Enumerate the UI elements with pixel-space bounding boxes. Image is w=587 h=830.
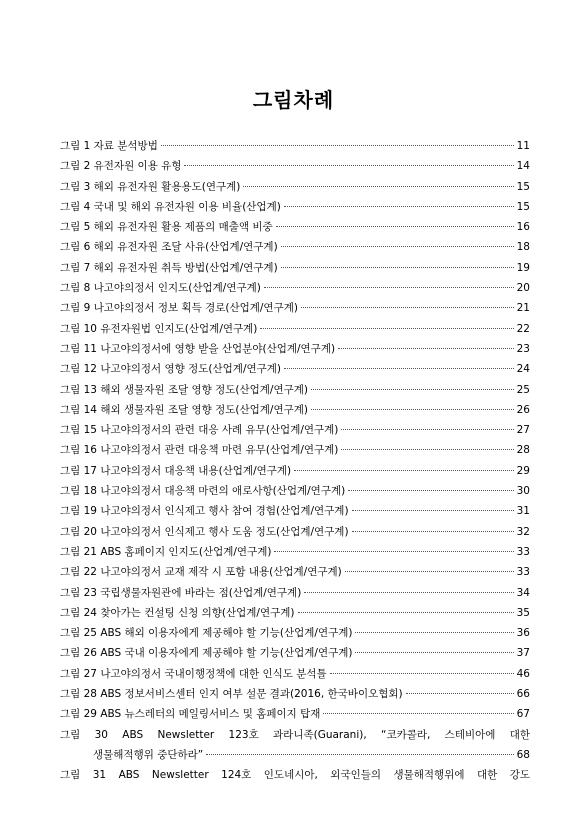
toc-entry-page: 25 [516, 383, 530, 396]
toc-entry[interactable] [60, 522, 530, 542]
toc-entry[interactable] [60, 400, 530, 420]
toc-entry-page: 15 [516, 200, 530, 213]
toc-entry-page: 30 [516, 485, 530, 498]
toc-entry-page: 16 [516, 221, 530, 234]
toc-entry-30-line2: 생물해적행위 중단하라” [93, 748, 204, 761]
toc-entry-page: 66 [516, 688, 530, 701]
dot-leader [345, 571, 514, 572]
toc-entry[interactable] [60, 278, 530, 298]
toc-entry[interactable] [60, 359, 530, 379]
toc-entry-label: 그림 28 ABS 정보서비스센터 인지 여부 설문 결과(2016, 한국바이오협회) [60, 688, 403, 701]
toc-entry[interactable] [60, 501, 530, 521]
dot-leader [304, 592, 513, 593]
dot-leader [301, 307, 514, 308]
toc-entry-page: 24 [516, 363, 530, 376]
toc-entry[interactable] [60, 380, 530, 400]
figure-entries [60, 136, 530, 725]
page-title: 그림차례 [252, 88, 335, 112]
toc-entry-label: 그림 20 나고야의정서 인식제고 행사 도움 정도(산업계/연구계) [60, 525, 349, 538]
dot-leader [338, 348, 514, 349]
toc-entry-label: 그림 14 해외 생물자원 조달 영향 정도(산업계/연구계) [60, 403, 308, 416]
dot-leader [355, 632, 513, 633]
toc-entry-page: 33 [516, 566, 530, 579]
dot-leader [284, 368, 514, 369]
dot-leader [284, 206, 514, 207]
toc-entry[interactable] [60, 623, 530, 643]
dot-leader [281, 246, 514, 247]
toc-entry-page: 15 [516, 180, 530, 193]
dot-leader [311, 389, 514, 390]
toc-entry[interactable] [60, 217, 530, 237]
toc-entry-label: 그림 5 해외 유전자원 활용 제품의 매출액 비중 [60, 221, 273, 234]
dot-leader [341, 429, 513, 430]
toc-entry[interactable] [60, 562, 530, 582]
toc-entry-page: 19 [516, 261, 530, 274]
dot-leader [276, 226, 514, 227]
toc-entry-page: 26 [516, 403, 530, 416]
toc-entry-page: 18 [516, 241, 530, 254]
toc-entry-label: 그림 21 ABS 홈페이지 인지도(산업계/연구계) [60, 545, 272, 558]
toc-entry[interactable] [60, 197, 530, 217]
toc-entry-page: 46 [516, 667, 530, 680]
toc-entry[interactable] [60, 339, 530, 359]
toc-entry-label: 그림 10 유전자원법 인지도(산업계/연구계) [60, 322, 258, 335]
dot-leader [341, 449, 513, 450]
toc-entry-label: 그림 2 유전자원 이용 유형 [60, 160, 182, 173]
dot-leader [260, 328, 513, 329]
dot-leader [348, 490, 513, 491]
toc-entry[interactable] [60, 542, 530, 562]
toc-entry-label: 그림 26 ABS 국내 이용자에게 제공해야 할 기능(산업계/연구계) [60, 647, 353, 660]
toc-entry-label: 그림 23 국립생물자원관에 바라는 점(산업계/연구계) [60, 586, 302, 599]
dot-leader [352, 510, 514, 511]
toc-entry-label: 그림 6 해외 유전자원 조달 사유(산업계/연구계) [60, 241, 278, 254]
toc-entry[interactable] [60, 156, 530, 176]
toc-entry-label: 그림 9 나고야의정서 정보 획득 경로(산업계/연구계) [60, 302, 298, 315]
dot-leader [294, 470, 513, 471]
toc-entry[interactable] [60, 643, 530, 663]
toc-entry[interactable] [60, 440, 530, 460]
toc-entry-page: 27 [516, 424, 530, 437]
toc-entry-page: 67 [516, 708, 530, 721]
toc-entry[interactable] [60, 664, 530, 684]
toc-entry[interactable] [60, 177, 530, 197]
toc-entry[interactable] [60, 258, 530, 278]
toc-entry-page: 14 [516, 160, 530, 173]
toc-entry[interactable] [60, 461, 530, 481]
toc-entry[interactable] [60, 603, 530, 623]
toc-entry-label: 그림 17 나고야의정서 대응책 내용(산업계/연구계) [60, 464, 292, 477]
toc-entry-label: 그림 15 나고야의정서의 관련 대응 사례 유무(산업계/연구계) [60, 424, 339, 437]
toc-entry-page: 31 [516, 505, 530, 518]
toc-entry-label: 그림 19 나고야의정서 인식제고 행사 참여 경험(산업계/연구계) [60, 505, 349, 518]
toc-entry-30-page: 68 [516, 748, 530, 761]
toc-entry-30[interactable] [60, 725, 530, 766]
toc-entry[interactable] [60, 319, 530, 339]
toc-entry-label: 그림 12 나고야의정서 영향 정도(산업계/연구계) [60, 363, 282, 376]
toc-entry-label: 그림 7 해외 유전자원 취득 방법(산업계/연구계) [60, 261, 278, 274]
toc-entry-page: 22 [516, 322, 530, 335]
toc-entry[interactable] [60, 237, 530, 257]
toc-entry[interactable] [60, 481, 530, 501]
toc-entry-31[interactable] [60, 765, 530, 785]
toc-entry-page: 36 [516, 627, 530, 640]
dot-leader [352, 531, 514, 532]
toc-entry-label: 그림 25 ABS 해외 이용자에게 제공해야 할 기능(산업계/연구계) [60, 627, 353, 640]
toc-entry-label: 그림 8 나고야의정서 인지도(산업계/연구계) [60, 282, 261, 295]
figure-list [60, 136, 530, 786]
toc-entry-label: 그림 24 찾아가는 컨설팅 신청 의향(산업계/연구계) [60, 606, 295, 619]
toc-entry[interactable] [60, 684, 530, 704]
toc-entry-label: 그림 22 나고야의정서 교재 제작 시 포함 내용(산업계/연구계) [60, 566, 342, 579]
dot-leader [184, 165, 513, 166]
toc-entry-label: 그림 16 나고야의정서 관련 대응책 마련 유무(산업계/연구계) [60, 444, 339, 457]
toc-entry-page: 33 [516, 545, 530, 558]
toc-entry-page: 23 [516, 342, 530, 355]
dot-leader [355, 652, 513, 653]
toc-entry-label: 그림 4 국내 및 해외 유전자원 이용 비율(산업계) [60, 200, 281, 213]
dot-leader [298, 612, 514, 613]
toc-entry-31-line1: 그림 31 ABS Newsletter 124호 인도네시아, 외국인들의 생물해적행위에 대한 강도 [60, 769, 530, 782]
toc-entry-page: 20 [516, 282, 530, 295]
toc-entry-page: 34 [516, 586, 530, 599]
toc-entry-page: 29 [516, 464, 530, 477]
dot-leader [274, 551, 513, 552]
dot-leader [323, 713, 513, 714]
toc-entry-label: 그림 29 ABS 뉴스레터의 메일링서비스 및 홈페이지 탑재 [60, 708, 321, 721]
toc-entry-page: 11 [516, 140, 530, 152]
dot-leader [243, 186, 513, 187]
dot-leader [161, 145, 514, 146]
toc-entry-page: 35 [516, 606, 530, 619]
dot-leader [330, 673, 514, 674]
dot-leader [311, 409, 514, 410]
toc-entry-label: 그림 1 자료 분석방법 [60, 140, 158, 152]
toc-entry-label: 그림 27 나고야의정서 국내이행정책에 대한 인식도 분석틀 [60, 667, 327, 680]
toc-entry-label: 그림 18 나고야의정서 대응책 마련의 애로사항(산업계/연구계) [60, 485, 346, 498]
dot-leader [281, 267, 514, 268]
toc-entry[interactable] [60, 298, 530, 318]
dot-leader [264, 287, 514, 288]
toc-entry-page: 32 [516, 525, 530, 538]
toc-entry[interactable] [60, 704, 530, 724]
toc-entry-page: 28 [516, 444, 530, 457]
toc-entry-label: 그림 13 해외 생물자원 조달 영향 정도(산업계/연구계) [60, 383, 308, 396]
toc-entry[interactable] [60, 420, 530, 440]
dot-leader [406, 693, 514, 694]
toc-entry-label: 그림 11 나고야의정서에 영향 받을 산업분야(산업계/연구계) [60, 342, 336, 355]
toc-entry[interactable] [60, 136, 530, 156]
toc-entry-page: 37 [516, 647, 530, 660]
toc-entry-page: 21 [516, 302, 530, 315]
toc-entry-label: 그림 3 해외 유전자원 활용용도(연구계) [60, 180, 241, 193]
toc-entry[interactable] [60, 583, 530, 603]
toc-entry-30-line1: 그림 30 ABS Newsletter 123호 과라니족(Guarani), “코카콜라, 스테비아에 대한 [60, 728, 530, 741]
dot-leader [206, 754, 513, 755]
